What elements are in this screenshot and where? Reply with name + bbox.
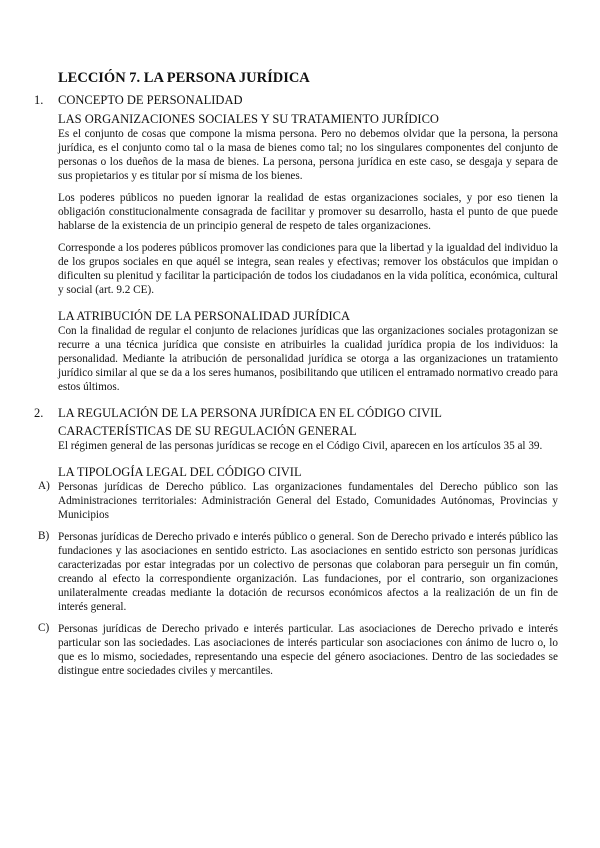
section-1-number: 1. <box>34 93 44 107</box>
list-item-marker: A) <box>38 480 50 492</box>
section-1-title: CONCEPTO DE PERSONALIDAD <box>58 93 243 107</box>
section-2-number: 2. <box>34 406 44 420</box>
paragraph-poderes-publicos: Los poderes públicos no pueden ignorar la realidad de estas organizaciones sociales, y por eso tienen la obligación constitucionalmente consagrada de facilitar y promover su desarrollo, hasta el punto de que puede hablarse de la existencia de un principio general de respeto de tales organizaciones. <box>58 192 558 232</box>
section-2-title: LA REGULACIÓN DE LA PERSONA JURÍDICA EN EL CÓDIGO CIVIL <box>58 406 442 420</box>
subsection-organizaciones-heading: LAS ORGANIZACIONES SOCIALES Y SU TRATAMIENTO JURÍDICO <box>58 112 439 126</box>
paragraph-concepto: Es el conjunto de cosas que compone la misma persona. Pero no debemos olvidar que la persona, la persona jurídica, es el conjunto como tal o la masa de bienes como tal; no los singulares componentes del conjunto de personas o los dueños de la masa de bienes. La persona, persona jurídica en este caso, se desgaja y separa de sus propietarios y es titular por sí misma de los bienes. <box>58 128 558 182</box>
subsection-caracteristicas-heading: CARACTERÍSTICAS DE SU REGULACIÓN GENERAL <box>58 424 357 438</box>
tipologia-list <box>38 480 558 678</box>
section-2-heading <box>34 406 558 421</box>
subsection-atribucion-heading: LA ATRIBUCIÓN DE LA PERSONALIDAD JURÍDICA <box>58 309 351 323</box>
list-item <box>38 480 558 522</box>
paragraph-corresponde: Corresponde a los poderes públicos promover las condiciones para que la libertad y la igualdad del individuo la de los grupos sociales en que aquél se integra, sean reales y efectivas; remover los obstáculos que impidan o dificulten su plenitud y facilitar la participación de todos los ciudadanos en la vida política, económica, cultural y social (art. 9.2 CE). <box>58 242 558 296</box>
list-item <box>38 622 558 678</box>
lesson-title: LECCIÓN 7. LA PERSONA JURÍDICA <box>58 70 310 86</box>
subsection-tipologia-heading: LA TIPOLOGÍA LEGAL DEL CÓDIGO CIVIL <box>58 465 302 479</box>
list-item <box>38 530 558 614</box>
document-page <box>34 70 558 678</box>
list-item-text: Personas jurídicas de Derecho privado e interés público o general. Son de Derecho privado e interés público las fundaciones y las asociaciones en sentido estricto. Las asociaciones en sentido estricto son personas jurídicas caracterizadas por estar integradas por un colectivo de personas que colaboran para perseguir un fin común, creando al efecto la correspondiente organización. Las fundaciones, por el contrario, son organizaciones unilateralmente creadas mediante la dotación de recursos económicos afectos a la realización de un fin de interés general. <box>58 531 558 613</box>
paragraph-atribucion: Con la finalidad de regular el conjunto de relaciones jurídicas que las organizaciones sociales protagonizan se recurre a una técnica jurídica que consiste en atribuirles la cualidad jurídica propia de los individuos: la personalidad. Mediante la atribución de personalidad jurídica se otorga a las organizaciones un tratamiento jurídico similar al que se da a los seres humanos, posibilitando que utilicen el entramado normativo creado para estos últimos. <box>58 325 558 393</box>
list-item-marker: B) <box>38 530 50 542</box>
list-item-marker: C) <box>38 622 50 634</box>
section-1-heading <box>34 93 558 108</box>
paragraph-regimen-general: El régimen general de las personas jurídicas se recoge en el Código Civil, aparecen en los artículos 35 al 39. <box>58 440 543 452</box>
list-item-text: Personas jurídicas de Derecho público. Las organizaciones fundamentales del Derecho público son las Administraciones territoriales: Administración General del Estado, Comunidades Autónomas, Provincias y Municipios <box>58 481 558 521</box>
list-item-text: Personas jurídicas de Derecho privado e interés particular. Las asociaciones de Derecho privado e interés particular son las sociedades. Las asociaciones de interés particular son asociaciones con ánimo de lucro o, lo que es lo mismo, sociedades, representando una especie del género asociaciones. Dentro de las sociedades se distingue entre sociedades civiles y mercantiles. <box>58 623 558 677</box>
